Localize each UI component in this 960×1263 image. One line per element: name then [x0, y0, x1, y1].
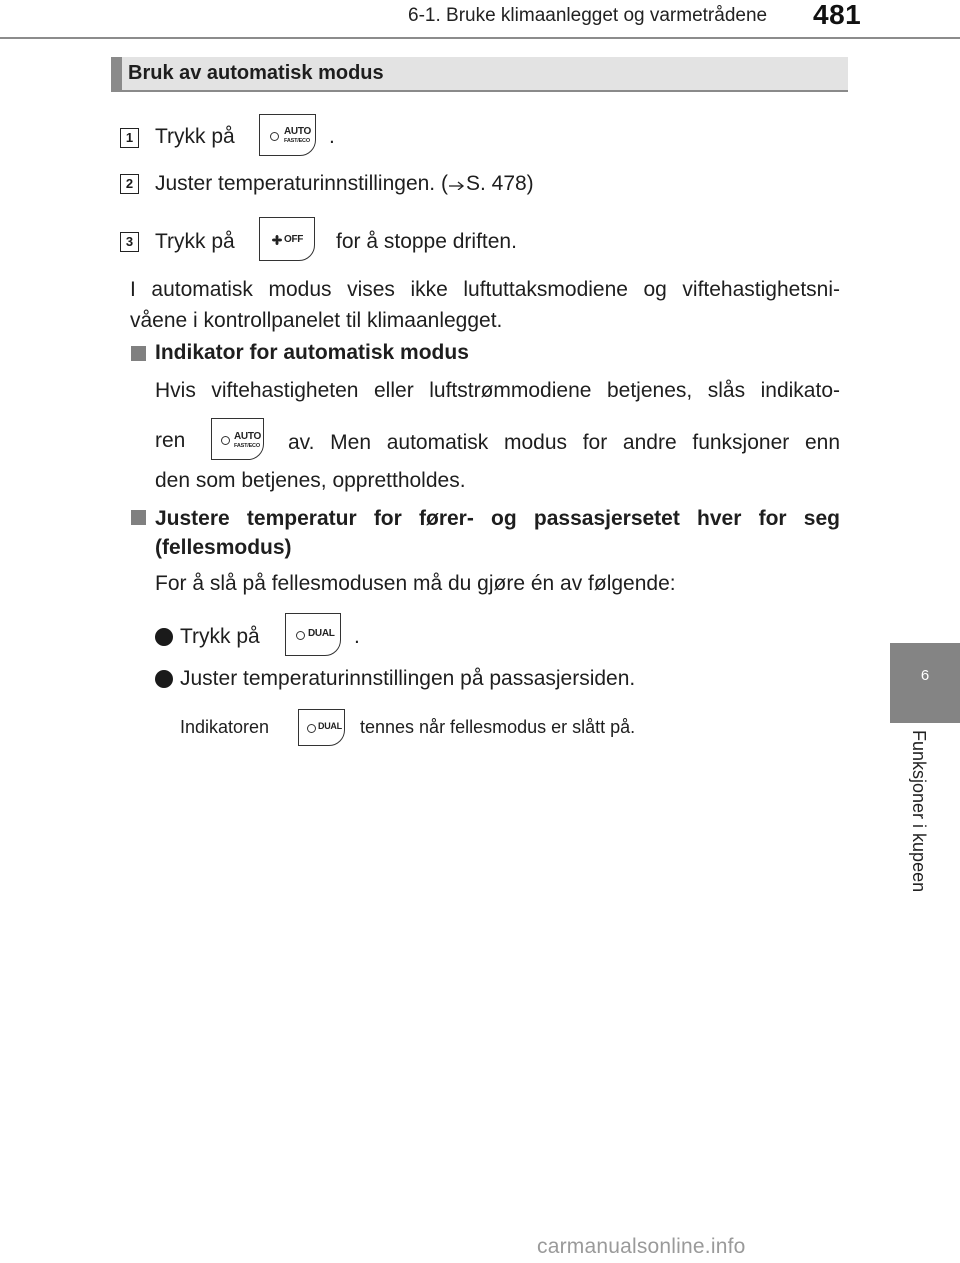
dual-label-note: DUAL	[318, 721, 342, 731]
dual-label: DUAL	[308, 628, 335, 639]
dual-note-before: Indikatoren	[180, 717, 270, 737]
auto-sublabel-inline: FAST/ECO	[234, 443, 260, 449]
indicator-ring-icon	[296, 631, 305, 640]
off-label: OFF	[284, 234, 304, 245]
chapter-tab-number: 6	[920, 667, 930, 684]
dual-heading-line-1: Justere temperatur for fører- og passasjersetet hver for seg	[155, 507, 840, 530]
dual-button-icon	[285, 613, 341, 656]
step-2-reference[interactable]: S. 478)	[465, 172, 534, 195]
step-2-main: Juster temperaturinnstillingen. (	[155, 172, 448, 195]
dual-bullet-1-period: .	[354, 625, 360, 648]
indicator-ring-icon	[270, 132, 279, 141]
section-heading-underline	[111, 90, 848, 92]
chapter-title: 6-1. Bruke klimaanlegget og varmetrådene	[408, 5, 768, 26]
dual-bullet-1-text: Trykk på	[180, 625, 260, 648]
indicator-ring-icon	[307, 724, 316, 733]
step-1-text: Trykk på	[155, 125, 235, 148]
chapter-tab-label-container	[907, 730, 927, 920]
off-button-icon	[259, 217, 315, 261]
step-3-text: Trykk på	[155, 230, 235, 253]
dual-button-icon-note	[298, 709, 345, 746]
auto-indicator-ren: ren	[155, 429, 186, 452]
watermark: carmanualsonline.info	[537, 1235, 746, 1258]
auto-indicator-line-1: Hvis viftehastigheten eller luftstrømmodiene betjenes, slås indikato-	[155, 379, 840, 402]
step-2-text	[155, 172, 534, 196]
bullet-dot-icon	[155, 628, 173, 646]
auto-indicator-line-2: av. Men automatisk modus for andre funksjoner enn	[288, 431, 840, 454]
auto-indicator-heading: Indikator for automatisk modus	[155, 341, 469, 364]
step-number-1: 1	[120, 128, 139, 148]
step-number-3: 3	[120, 232, 139, 252]
auto-indicator-line-3: den som betjenes, opprettholdes.	[155, 469, 466, 492]
page-number: 481	[813, 0, 862, 30]
header-divider	[0, 37, 960, 39]
section-bullet-square-icon	[131, 346, 146, 361]
section-heading-accent	[111, 57, 122, 90]
dual-bullet-2-text: Juster temperaturinnstillingen på passasjersiden.	[180, 667, 636, 690]
arrow-right-icon	[448, 178, 466, 190]
dual-heading-line-2: (fellesmodus)	[155, 536, 292, 559]
dual-note-after: tennes når fellesmodus er slått på.	[360, 717, 636, 737]
section-bullet-square-icon	[131, 510, 146, 525]
step-1-period: .	[329, 125, 335, 148]
step-3-tail: for å stoppe driften.	[336, 230, 517, 253]
auto-sublabel: FAST/ECO	[284, 138, 310, 144]
intro-paragraph-line-1: I automatisk modus vises ikke luftuttaksmodiene og viftehastighetsni-	[130, 278, 840, 301]
intro-paragraph-line-2: våene i kontrollpanelet til klimaanlegget.	[130, 309, 503, 332]
auto-button-icon-inline	[211, 418, 264, 460]
dual-intro: For å slå på fellesmodusen må du gjøre én av følgende:	[155, 572, 676, 595]
section-title: Bruk av automatisk modus	[128, 62, 384, 84]
auto-label-inline: AUTO	[234, 431, 261, 442]
auto-label: AUTO	[284, 126, 311, 137]
auto-button-icon	[259, 114, 316, 156]
step-number-2: 2	[120, 174, 139, 194]
bullet-dot-icon	[155, 670, 173, 688]
fan-icon	[272, 235, 282, 245]
chapter-tab-label: Funksjoner i kupeen	[909, 730, 929, 893]
indicator-ring-icon	[221, 436, 230, 445]
